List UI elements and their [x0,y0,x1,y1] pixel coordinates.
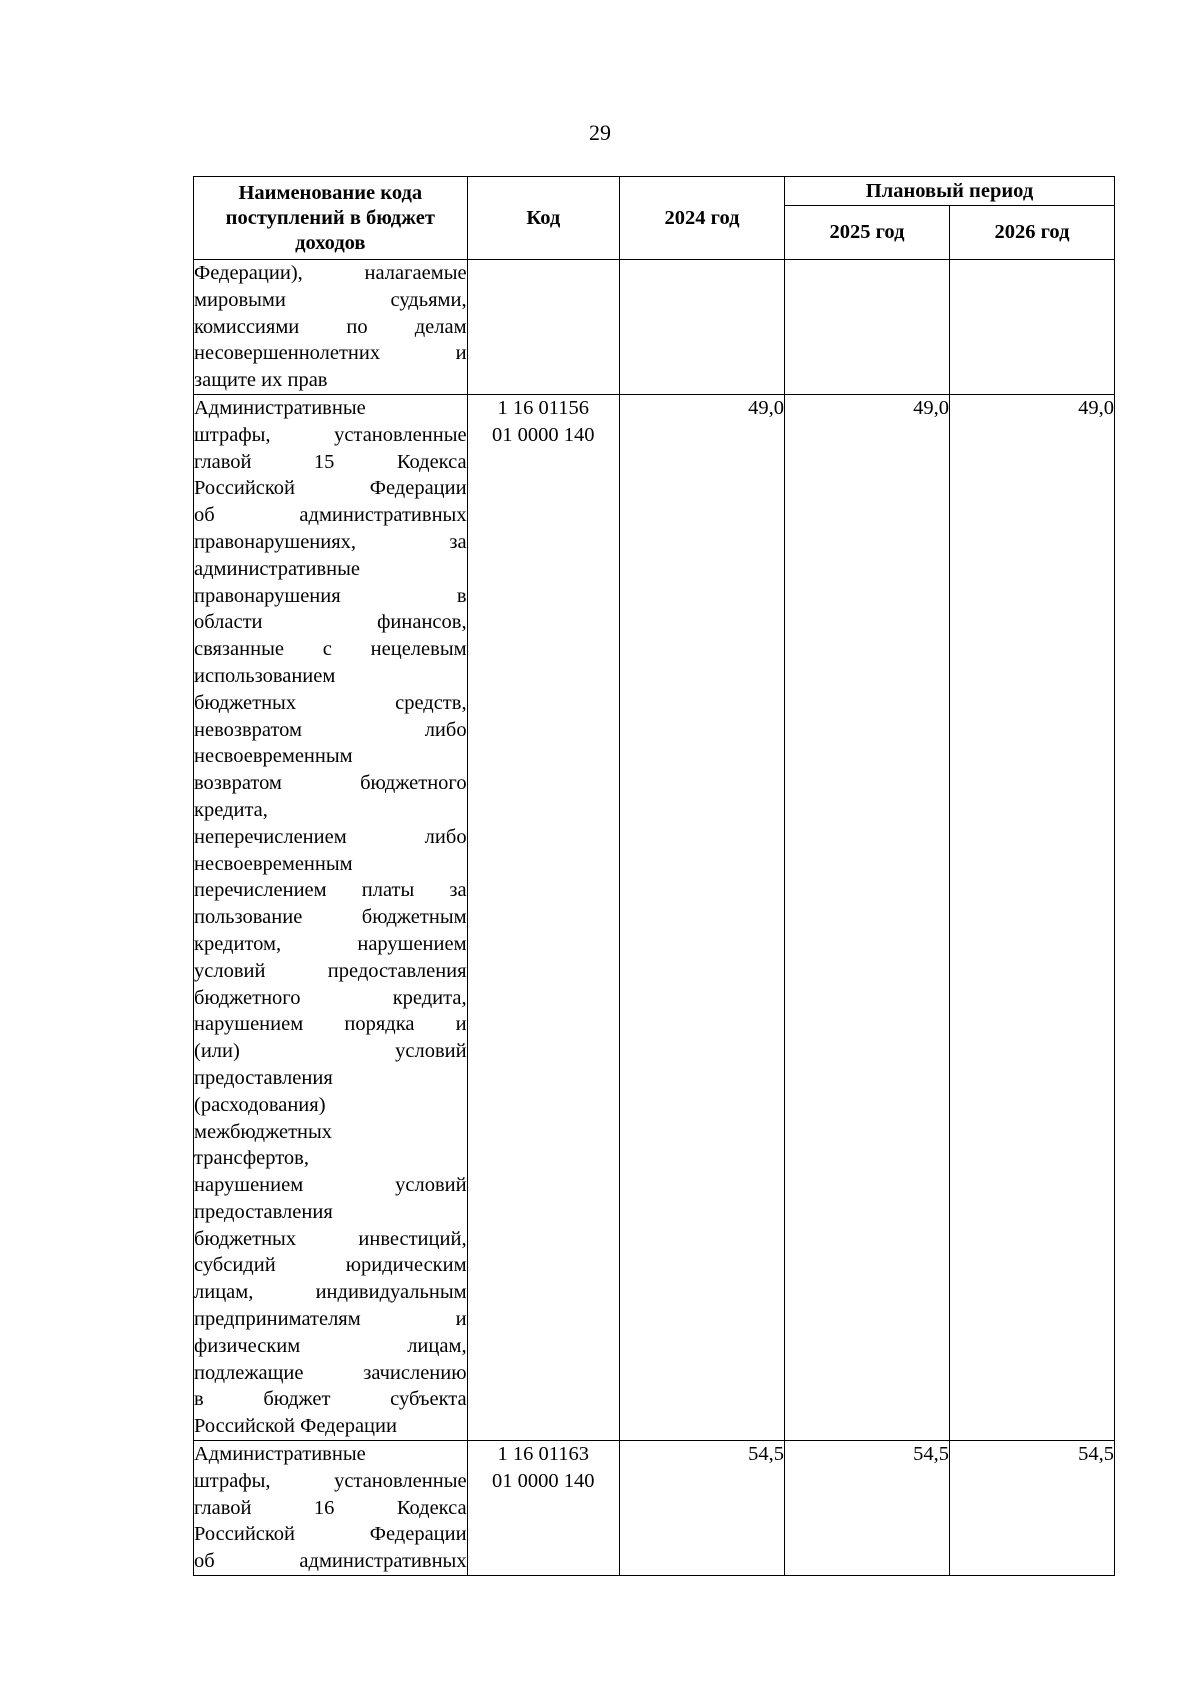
row-value-2025: 49,0 [784,394,949,1440]
row-name [194,260,468,395]
row-name-line: неперечислением либо [194,825,467,848]
row-value-2025 [784,260,949,395]
row-name-line: кредита, [194,798,268,821]
row-name-line: правонарушениях, за [194,530,467,553]
row-name-line: Федерации), налагаемые [194,262,467,284]
row-name-line: кредитом, нарушением [194,932,467,955]
row-name-line: штрафы, установленные [194,1469,467,1492]
header-planned-period: Плановый период [784,177,1114,206]
table-row [194,1441,1115,1576]
row-name-line: Административные [194,1443,366,1466]
row-name-line: несовершеннолетних и [194,342,467,365]
row-name-line: главой 15 Кодекса [194,450,467,473]
table-row [194,394,1115,1440]
table-row [194,260,1115,395]
row-name-line: подлежащие зачислению [194,1361,467,1384]
row-value-2024: 49,0 [620,394,785,1440]
row-value-2025: 54,5 [784,1441,949,1576]
row-code-line: 1 16 01156 [497,396,590,419]
header-2024: 2024 год [620,177,785,260]
row-name-line: об административных [194,1550,467,1573]
row-code-line: 01 0000 140 [492,423,595,446]
row-code [467,1441,619,1576]
row-name-line: области финансов, [194,611,467,634]
row-name-line: возвратом бюджетного [194,772,467,795]
row-name-line: связанные с нецелевым [194,638,467,661]
row-name-line: субсидий юридическим [194,1254,467,1277]
row-name-line: нарушением порядка и [194,1013,467,1036]
row-name-line: бюджетных инвестиций, [194,1227,467,1250]
header-code: Код [467,177,619,260]
row-name-line: физическим лицам, [194,1334,467,1357]
row-name-line: нарушением условий [194,1174,467,1197]
row-name-line: об административных [194,504,467,527]
row-name-line: Административные [194,396,366,419]
row-name-line: трансфертов, [194,1147,309,1170]
revenue-table [193,176,1115,1576]
row-name-line: мировыми судьями, [194,288,467,311]
header-row-top [194,177,1115,206]
row-code [467,260,619,395]
row-name-line: Российской Федерации [194,1523,467,1546]
row-name [194,394,468,1440]
row-name-line: правонарушения в [194,584,467,607]
row-name-line: бюджетного кредита, [194,986,467,1009]
row-name-line: межбюджетных [194,1120,333,1143]
row-name-line: штрафы, установленные [194,423,467,446]
row-name-line: несвоевременным [194,745,353,768]
row-name-line: предпринимателям и [194,1308,467,1331]
row-name-line: предоставления [194,1066,333,1089]
row-name-line: Российской Федерации [194,1415,397,1438]
row-name-line: предоставления [194,1200,333,1223]
header-name: Наименование кода поступлений в бюджет доходов [194,177,468,260]
row-value-2026: 49,0 [949,394,1114,1440]
row-value-2026: 54,5 [949,1441,1114,1576]
header-2025: 2025 год [784,206,949,260]
row-code-line: 01 0000 140 [492,1469,595,1492]
row-value-2024: 54,5 [620,1441,785,1576]
row-name-line: условий предоставления [194,959,467,982]
row-name-line: несвоевременным [194,852,353,875]
row-name-line: в бюджет субъекта [194,1388,467,1411]
row-name-line: защите их прав [194,369,328,392]
row-name [194,1441,468,1576]
row-name-line: административные [194,557,360,580]
row-name-line: перечислением платы за [194,879,467,902]
row-code-line: 1 16 01163 [497,1443,590,1466]
row-name-line: пользование бюджетным [194,906,467,929]
row-name-line: использованием [194,664,336,687]
page-number: 29 [589,120,611,145]
row-name-line: комиссиями по делам [194,315,467,338]
header-2026: 2026 год [949,206,1114,260]
row-code [467,394,619,1440]
row-name-line: лицам, индивидуальным [194,1281,467,1304]
row-name-line: Российской Федерации [194,477,467,500]
row-name-line: главой 16 Кодекса [194,1496,467,1519]
row-name-line: (расходования) [194,1093,326,1116]
row-name-line: бюджетных средств, [194,691,467,714]
row-name-line: (или) условий [194,1040,467,1063]
row-name-line: невозвратом либо [194,718,467,741]
row-value-2026 [949,260,1114,395]
row-value-2024 [620,260,785,395]
